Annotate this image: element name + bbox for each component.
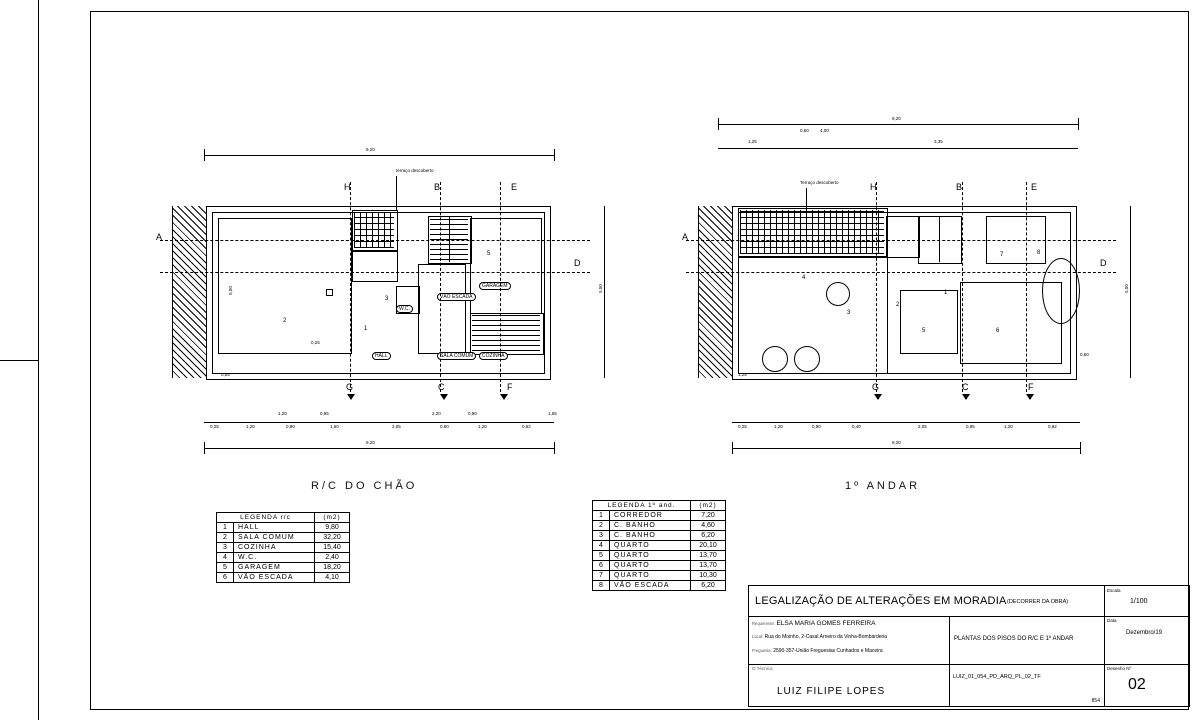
section-letter-a: A [156, 232, 163, 242]
door-arc [762, 346, 788, 372]
room-tag-garagem: GARAGEM [479, 282, 511, 290]
room-label-5f: 5 [922, 328, 926, 334]
legend-row-name: QUARTO [610, 541, 691, 551]
dim-small-6: 0,85 [221, 372, 230, 377]
dim-first-b5: 2,05 [918, 424, 927, 429]
legend-row-index: 5 [217, 563, 234, 573]
legend-row-index: 1 [593, 511, 610, 521]
drawing-number-label: Desenho Nº [1107, 666, 1132, 671]
legend-header-row [217, 513, 350, 523]
dim-first-b6: 0,95 [966, 424, 975, 429]
section-letter-d: D [574, 258, 581, 268]
legend-row-index: 4 [593, 541, 610, 551]
stairs-center-line [449, 216, 450, 262]
legend-row-area: 13,70 [691, 561, 726, 571]
table-row [593, 541, 726, 551]
date-value: Dezembro/19 [1126, 630, 1163, 636]
freguesia-value: 2590-357-União Freguesias Cunhados e Maceira [773, 648, 883, 654]
furniture-square [326, 289, 333, 296]
section-arrow [500, 394, 508, 400]
dim-chain-5: 2,05 [392, 424, 401, 429]
first-terrace-wall [738, 208, 888, 258]
legend-row-name: GARAGEM [234, 563, 315, 573]
section-arrow [440, 394, 448, 400]
scale-value: 1/100 [1130, 598, 1148, 605]
drawing-number-value: 02 [1128, 676, 1146, 693]
legend-row-area: 10,30 [691, 571, 726, 581]
door-arc [794, 346, 820, 372]
legend-row-area: 4,60 [691, 521, 726, 531]
scale-cell [1104, 586, 1189, 617]
section-letter-a-first: A [682, 232, 689, 242]
section-line-a [160, 240, 590, 241]
door-arc [826, 282, 850, 306]
wall-edge [172, 206, 173, 378]
dim-chain-3: 0,90 [286, 424, 295, 429]
table-row [217, 533, 350, 543]
owner-cell [749, 616, 950, 665]
table-row [217, 543, 350, 553]
file-revision: 854 [1091, 698, 1100, 704]
section-line-e [500, 182, 501, 392]
section-letter-e-first: E [1031, 182, 1038, 192]
legend-row-name: VÃO ESCADA [234, 573, 315, 583]
dim-line-top-ground [204, 155, 554, 156]
dim-tick [554, 442, 555, 454]
dim-first-b1: 0,25 [738, 424, 747, 429]
legend-row-index: 4 [217, 553, 234, 563]
date-label: Data [1107, 618, 1117, 623]
legend-row-name: C. BANHO [610, 521, 691, 531]
dim-first-small-2: 1,25 [738, 372, 747, 377]
dim-chain-ground [204, 422, 554, 423]
dim-ground-left: 5,50 [227, 286, 233, 295]
section-letter-f: F [507, 382, 513, 392]
dim-ground-right: 5,50 [597, 284, 603, 293]
freguesia-row [752, 648, 883, 654]
section-line-a-first [686, 240, 1116, 241]
table-row [217, 553, 350, 563]
legend-row-name: QUARTO [610, 571, 691, 581]
dim-small-1: 1,20 [278, 411, 287, 416]
dim-chain-2: 1,20 [246, 424, 255, 429]
section-letter-b: B [434, 182, 441, 192]
section-arrow [962, 394, 970, 400]
project-title-suffix: (DECORRER DA OBRA) [1007, 599, 1069, 605]
sheet-left-tick [0, 360, 39, 361]
legend-row-name: CORREDOR [610, 511, 691, 521]
dim-small-3: 2,20 [432, 411, 441, 416]
legend-row-index: 5 [593, 551, 610, 561]
legend-row-area: 7,20 [691, 511, 726, 521]
legend-row-index: 7 [593, 571, 610, 581]
room-label-3: 3 [385, 296, 389, 302]
legend-row-name: QUARTO [610, 561, 691, 571]
room-label-1: 1 [364, 326, 368, 332]
section-line-e-first [1026, 182, 1027, 392]
dim-line-top-first [718, 124, 1078, 125]
dim-first-b3: 0,90 [812, 424, 821, 429]
section-letter-g-first: G [872, 382, 880, 392]
legend-row-index: 2 [593, 521, 610, 531]
legend-ground-header-name: LEGENDA r/c [217, 513, 315, 523]
room-tag-sala: SALA COMUM [437, 352, 476, 360]
drawing-label: PLANTAS DOS PISOS DO R/C E 1º ANDAR [954, 636, 1074, 642]
legend-row-area: 4,10 [315, 573, 350, 583]
dim-first-b8: 0,62 [1048, 424, 1057, 429]
dim-first-chain-1: 1,25 [748, 139, 757, 144]
section-line-d-first [686, 272, 1116, 273]
section-line-b-first [962, 182, 963, 392]
room-tag-cozinha: COZINHA [479, 352, 508, 360]
legend-row-name: QUARTO [610, 551, 691, 561]
section-line-h [350, 182, 351, 392]
legend-row-name: SALA COMUM [234, 533, 315, 543]
dim-first-small-1: 0,60 [1080, 352, 1089, 357]
wall-edge [698, 206, 699, 378]
table-row [593, 521, 726, 531]
legend-row-index: 8 [593, 581, 610, 591]
dim-line-right-ground [604, 206, 605, 378]
dim-small-5: 1,65 [548, 411, 557, 416]
table-row [593, 561, 726, 571]
door-arc [1042, 258, 1080, 324]
legend-row-area: 6,20 [691, 531, 726, 541]
dim-chain-6: 0,80 [440, 424, 449, 429]
owner-name: ELSA MARIA GOMES FERREIRA [776, 620, 876, 627]
freguesia-label: Freguesia: [752, 648, 772, 653]
file-name: LUIZ_01_054_PD_ARQ_PL_02_TF [953, 674, 1041, 680]
legend-row-area: 32,20 [315, 533, 350, 543]
legend-row-index: 1 [217, 523, 234, 533]
leader-line [806, 188, 807, 210]
dim-chain-first [732, 422, 1080, 423]
section-line-b [440, 182, 441, 392]
legend-first-header-name: LEGENDA 1º and. [593, 501, 691, 511]
room-label-4: 4 [802, 275, 806, 281]
section-arrow [1026, 394, 1034, 400]
room-garagem [470, 218, 542, 314]
dim-first-chain-3: 4,00 [820, 128, 829, 133]
section-letter-e: E [511, 182, 518, 192]
section-letter-h-first: H [870, 182, 877, 192]
dim-tick [204, 149, 205, 161]
drawing-name-cell [949, 616, 1105, 665]
legend-ground-header-area: (m2) [315, 513, 350, 523]
dim-chain-7: 1,20 [478, 424, 487, 429]
dim-chain-line-first [718, 148, 1078, 149]
dim-line-right-first [1130, 206, 1131, 378]
legend-row-index: 6 [217, 573, 234, 583]
table-row [593, 511, 726, 521]
dim-tick [204, 442, 205, 454]
terrace-ground-wall [470, 313, 544, 355]
section-letter-c-first: C [962, 382, 969, 392]
title-block [748, 585, 1190, 707]
dim-first-b4: 0,40 [852, 424, 861, 429]
table-row [593, 581, 726, 591]
legend-header-row [593, 501, 726, 511]
kitchen-wall [352, 210, 398, 252]
room-tag-vao: VÃO ESCADA [437, 293, 476, 301]
table-row [217, 563, 350, 573]
section-letter-b-first: B [956, 182, 963, 192]
dim-small-4: 0,90 [468, 411, 477, 416]
room-label-1f: 1 [944, 290, 948, 296]
dim-first-chain-4: 3,35 [934, 139, 943, 144]
room-label-6: 6 [996, 328, 1000, 334]
room-label-7: 7 [1000, 252, 1004, 258]
legend-row-name: C. BANHO [610, 531, 691, 541]
dim-first-right: 5,50 [1123, 284, 1129, 293]
legend-first-header-area: (m2) [691, 501, 726, 511]
legend-row-index: 6 [593, 561, 610, 571]
note-terraco-first: Terraço descoberto [800, 180, 839, 185]
section-letter-g: G [346, 382, 354, 392]
note-terraco-ground: terraço descoberto [396, 168, 434, 173]
dim-tick [1078, 118, 1079, 130]
legend-row-area: 13,70 [691, 551, 726, 561]
section-line-d [160, 272, 590, 273]
legend-first [592, 500, 726, 591]
file-cell [949, 664, 1105, 706]
room-sala-comum [218, 218, 352, 354]
ground-plan-title: R/C DO CHÃO [311, 480, 418, 492]
technician-name: LUIZ FILIPE LOPES [777, 686, 886, 697]
section-letter-f-first: F [1028, 382, 1034, 392]
room-cozinha [352, 250, 398, 282]
dim-chain-8: 0,62 [522, 424, 531, 429]
technician-cell [749, 664, 950, 706]
section-letter-c: C [438, 382, 445, 392]
dim-first-b7: 1,20 [1004, 424, 1013, 429]
room-tag-wc: W.C. [396, 305, 413, 313]
legend-row-index: 3 [217, 543, 234, 553]
first-plan-title: 1º ANDAR [845, 480, 921, 492]
table-row [593, 551, 726, 561]
room-label-8f: 8 [1037, 250, 1041, 256]
drawing-number-cell [1104, 664, 1189, 706]
room-hall [418, 264, 466, 354]
project-title: LEGALIZAÇÃO DE ALTERAÇÕES EM MORADIA [755, 595, 1007, 607]
room-label-5: 5 [487, 251, 491, 257]
dim-small-7: 0,25 [311, 340, 320, 345]
table-row [217, 573, 350, 583]
dim-tick [1080, 442, 1081, 454]
legend-row-area: 18,20 [315, 563, 350, 573]
first-left-hatch [698, 206, 732, 378]
dim-first-top: 9,20 [892, 116, 901, 121]
ground-left-hatch [172, 206, 206, 378]
date-cell [1104, 616, 1189, 665]
legend-row-index: 2 [217, 533, 234, 543]
dim-ground-bottom: 9,20 [366, 440, 375, 445]
legend-row-name: COZINHA [234, 543, 315, 553]
room-banho-2 [886, 216, 920, 258]
dim-line-bottom-ground [204, 448, 554, 449]
legend-row-name: W.C. [234, 553, 315, 563]
technician-label: O Técnico: [752, 666, 774, 671]
dim-tick [732, 442, 733, 454]
dim-tick [554, 149, 555, 161]
title-block-title-cell [749, 586, 1105, 617]
legend-row-area: 20,10 [691, 541, 726, 551]
dim-tick [718, 118, 719, 130]
room-tag-hall: HALL [372, 352, 391, 360]
sheet-top-edge [90, 11, 1187, 12]
dim-first-b2: 1,20 [774, 424, 783, 429]
section-letter-d-first: D [1100, 258, 1107, 268]
leader-line [396, 176, 397, 210]
section-arrow [874, 394, 882, 400]
dim-chain-1: 0,25 [210, 424, 219, 429]
room-label-2: 2 [283, 318, 287, 324]
scale-label: Escala [1107, 588, 1121, 593]
local-label: Local: [752, 634, 764, 639]
dim-first-chain-2: 0,60 [800, 128, 809, 133]
owner-row [752, 620, 875, 627]
legend-row-name: HALL [234, 523, 315, 533]
owner-label: Requerente: [752, 621, 776, 626]
dim-small-2: 0,95 [320, 411, 329, 416]
legend-row-area: 6,20 [691, 581, 726, 591]
section-arrow [347, 394, 355, 400]
table-row [217, 523, 350, 533]
section-letter-h: H [344, 182, 351, 192]
dim-ground-top: 9,20 [366, 147, 375, 152]
legend-row-name: VÃO ESCADA [610, 581, 691, 591]
stairs-center-line [939, 216, 940, 262]
room-quarto-5 [900, 290, 958, 354]
local-value: Rua do Moinho, 2-Casal Arneiro da Vinha-Bombarderia [764, 634, 888, 640]
local-row [752, 634, 887, 640]
legend-row-area: 9,80 [315, 523, 350, 533]
room-label-3f: 3 [847, 310, 851, 316]
table-row [593, 531, 726, 541]
dim-first-bottom: 9,20 [892, 440, 901, 445]
legend-row-area: 2,40 [315, 553, 350, 563]
room-label-2f: 2 [896, 302, 900, 308]
dim-line-bottom-first [732, 448, 1080, 449]
dim-chain-4: 1,60 [330, 424, 339, 429]
section-line-h-first [876, 182, 877, 392]
legend-row-index: 3 [593, 531, 610, 541]
legend-ground [216, 512, 350, 583]
table-row [593, 571, 726, 581]
legend-row-area: 15,40 [315, 543, 350, 553]
